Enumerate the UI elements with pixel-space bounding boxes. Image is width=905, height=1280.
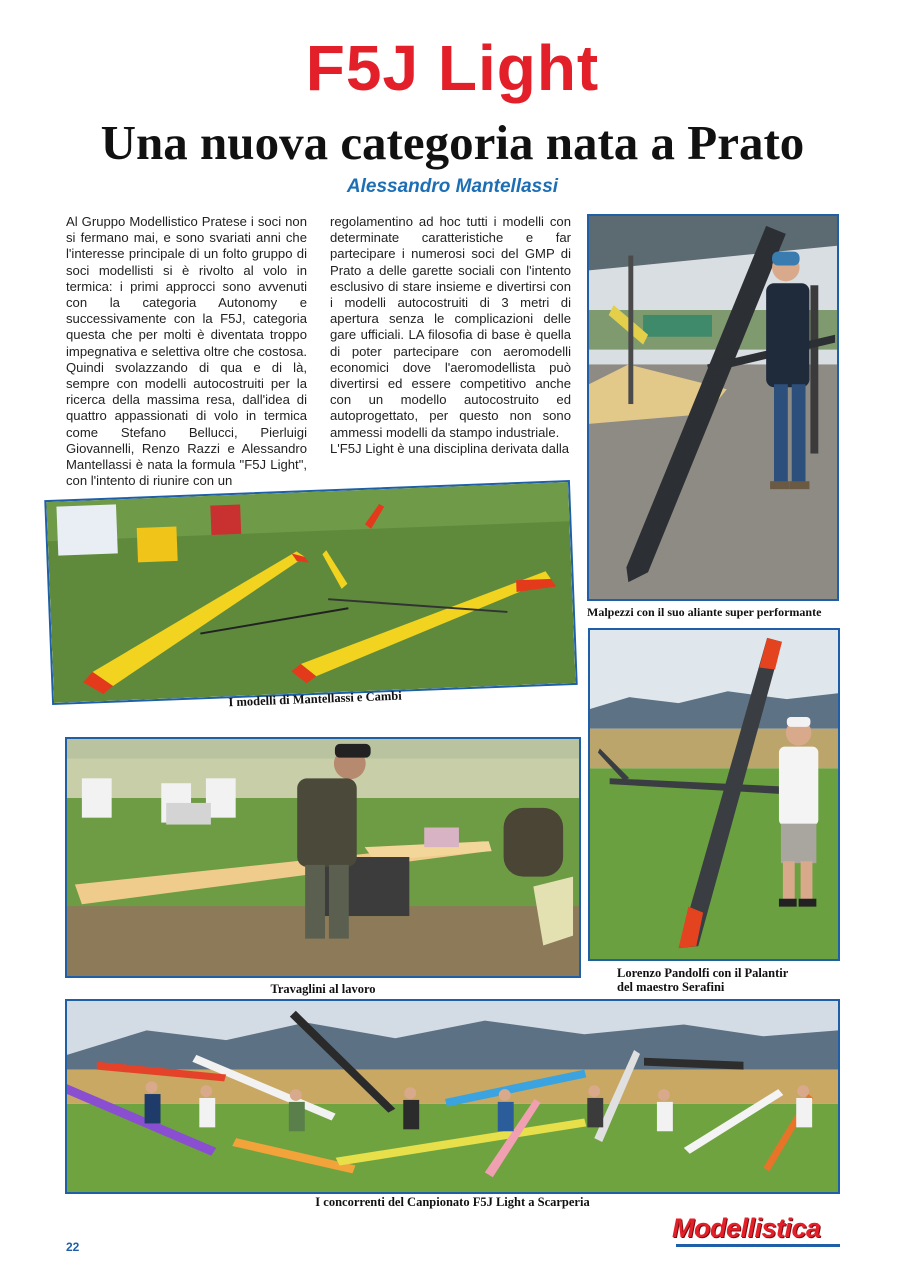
caption-line: del maestro Serafini — [617, 980, 725, 994]
article-author: Alessandro Mantellassi — [346, 176, 559, 197]
caption-line: Lorenzo Pandolfi con il Palantir — [617, 966, 789, 980]
magazine-logo — [672, 1213, 842, 1253]
photo-modelli-group — [44, 480, 577, 710]
photo-modelli — [44, 480, 577, 705]
caption-malpezzi: Malpezzi con il suo aliante super performante — [587, 605, 822, 619]
paragraph: regolamentino ad hoc tutti i modelli con determinate caratteristiche e far partecipare i numerosi soci del GMP di Prato a delle garette sociali con l'intento esclusivo di stare insieme e divertirsi con i modelli autocostruiti di 3 metri di apertura senza le complicazioni delle gare ufficiali. LA filosofia di base è quella di poter partecipare con aeromodelli economici dove l'aeromodellista può divertirsi ed essere competitivo anche con un modello autocostruito ed autoprogettato, per questo non sono ammessi modelli da stampo industriale. — [330, 214, 571, 440]
photo-concorrenti — [65, 999, 840, 1194]
logo-text: Modellistica — [672, 1213, 821, 1243]
photo-pandolfi — [588, 628, 840, 961]
logo-underline — [676, 1244, 840, 1247]
paragraph: Al Gruppo Modellistico Pratese i soci non si fermano mai, e sono svariati anni che l'interesse principale di un folto gruppo di soci modellisti si è rivolto al volo in termica: i primi approcci sono avvenuti con la categoria Autonomy e successivamente con la F5J, categoria questa che per molti è diventata troppo impegnativa e selettiva oltre che costosa. Quindi svolazzando di qua e di là, sempre con modelli autocostruiti per la ricerca della massima resa, dall'idea di quattro appassionati di volo in termica come Stefano Bellucci, Pierluigi Giovannelli, Renzo Razzi e Alessandro Mantellassi è nata la formula "F5J Light", con l'intento di riunire con un — [66, 214, 307, 489]
caption-modelli: I modelli di Mantellassi e Cambi — [228, 688, 402, 710]
photo-malpezzi — [587, 214, 839, 601]
text-column-1 — [66, 214, 307, 489]
caption-pandolfi — [617, 966, 847, 994]
paragraph: L'F5J Light è una disciplina derivata dalla — [330, 440, 570, 456]
article-title: F5J Light — [305, 32, 600, 104]
caption-concorrenti: I concorrenti del Canpionato F5J Light a Scarperia — [315, 1195, 590, 1209]
article-subtitle: Una nuova categoria nata a Prato — [100, 115, 805, 170]
caption-travaglini: Travaglini al lavoro — [270, 982, 376, 996]
text-column-2 — [330, 214, 571, 457]
page-number: 22 — [66, 1240, 80, 1254]
photo-travaglini — [65, 737, 581, 978]
